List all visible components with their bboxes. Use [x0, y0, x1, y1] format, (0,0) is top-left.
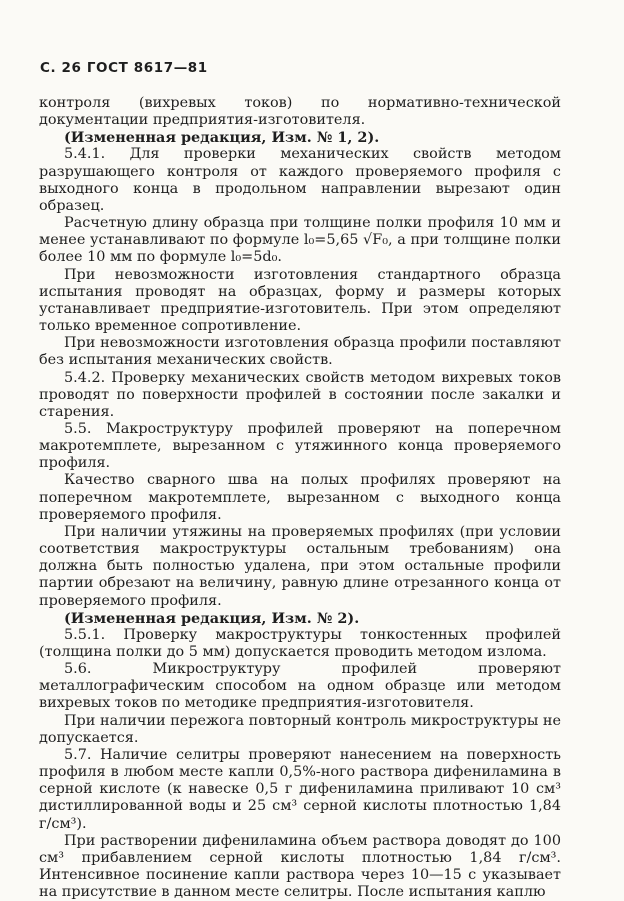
document-body	[39, 95, 561, 901]
paragraph: 5.4.1. Для проверки механических свойств методом разрушающего контроля от каждого проверяемого профиля с выходного конца в продольном направлении вырезают один образец.	[39, 146, 561, 214]
page-header: С. 26 ГОСТ 8617—81	[40, 60, 208, 76]
paragraph: 5.5.1. Проверку макроструктуры тонкостенных профилей (толщина полки до 5 мм) допускается проводить методом излома.	[39, 626, 561, 660]
paragraph: 5.6. Микроструктуру профилей проверяют металлографическим способом на одном образце или методом вихревых токов по методике предприятия-изготовителя.	[39, 661, 561, 712]
paragraph: Качество сварного шва на полых профилях проверяют на поперечном макротемплете, вырезанном с выходного конца проверяемого профиля.	[39, 472, 561, 523]
amendment-note: (Измененная редакция, Изм. № 1, 2).	[64, 129, 380, 147]
paragraph: 5.4.2. Проверку механических свойств методом вихревых токов проводят по поверхности профилей в состоянии после закалки и старения.	[39, 369, 561, 420]
paragraph: При наличии пережога повторный контроль микроструктуры не допускается.	[39, 712, 561, 746]
paragraph: При невозможности изготовления стандартного образца испытания проводят на образцах, форму и размеры которых устанавливает предприятие-изготовитель. При этом определяют только временное сопротивление.	[39, 266, 561, 335]
paragraph: При невозможности изготовления образца профили поставляют без испытания механических свойств.	[39, 335, 561, 369]
paragraph: контроля (вихревых токов) по нормативно-технической документации предприятия-изготовителя.	[39, 95, 561, 129]
paragraph: При растворении дифениламина объем раствора доводят до 100 см³ прибавлением серной кислоты плотностью 1,84 г/см³. Интенсивное посинение капли раствора через 10—15 с указывает на присутствие в данном месте селитры. После испытания каплю	[39, 832, 561, 901]
paragraph: 5.7. Наличие селитры проверяют нанесением на поверхность профиля в любом месте капли 0,5%-ного раствора дифениламина в серной кислоте (к навеске 0,5 г дифениламина приливают 10 см³ дистиллированной воды и 25 см³ серной кислоты плотностью 1,84 г/см³).	[39, 746, 561, 832]
paragraph: Расчетную длину образца при толщине полки профиля 10 мм и менее устанавливают по формуле l₀=5,65 √F₀, а при толщине полки более 10 мм по формуле l₀=5d₀.	[39, 215, 561, 266]
amendment-note: (Измененная редакция, Изм. № 2).	[64, 609, 360, 627]
paragraph: При наличии утяжины на проверяемых профилях (при условии соответствия макроструктуры остальным требованиям) она должна быть полностью удалена, при этом остальные профили партии обрезают на величину, равную длине отрезанного конца от проверяемого профиля.	[39, 523, 561, 609]
paragraph: 5.5. Макроструктуру профилей проверяют на поперечном макротемплете, вырезанном с утяжинного конца проверяемого профиля.	[39, 420, 561, 472]
